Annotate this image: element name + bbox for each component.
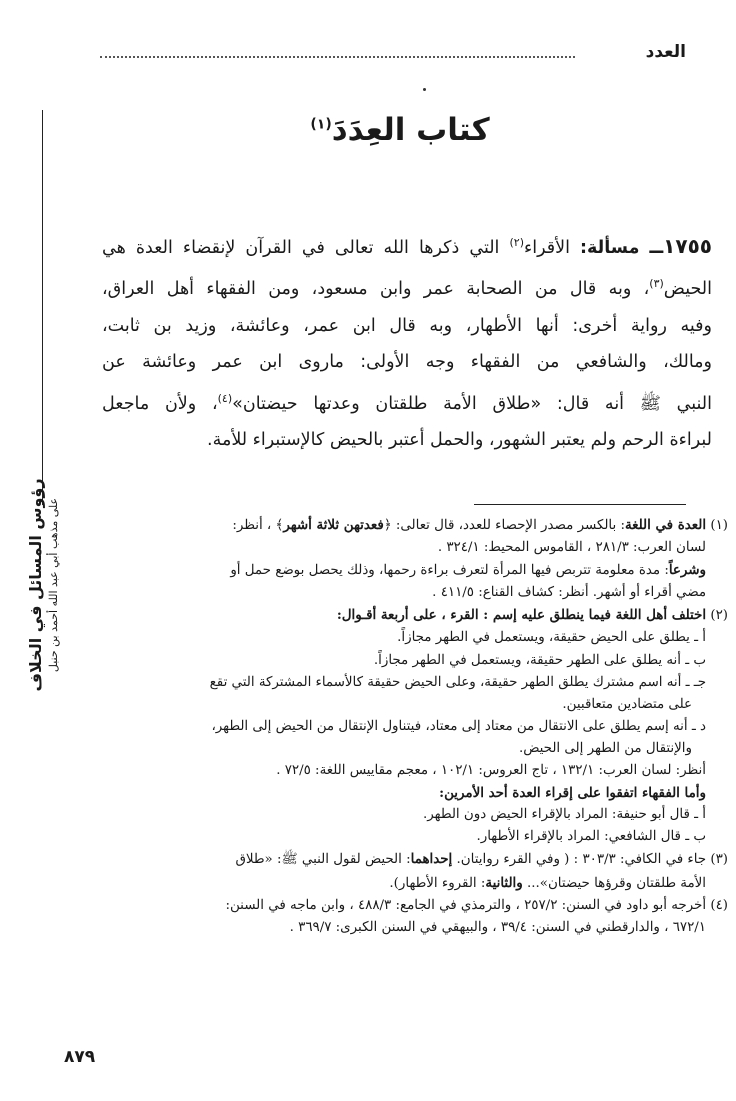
footnote-item: ب ـ قال الشافعي: المراد بالإقراء الأطهار. — [476, 829, 706, 845]
main-line — [102, 308, 712, 345]
header-rule — [100, 56, 575, 58]
footnote-number: (٣) — [710, 852, 728, 868]
footnote-item-cont: على متضادين متعاقبين. — [562, 696, 692, 712]
footnote-item: د ـ أنه إسم يطلق على الانتقال من معتاد إلى معتاد، فيتناول الإنتقال من الحيض إلى الطهر، — [211, 718, 706, 734]
main-text: النبي ﷺ أنه قال: «طلاق الأمة طلقتان وعدتها حيضتان» — [232, 393, 712, 414]
footnote-item: أ ـ قال أبو حنيفة: المراد بالإقراء الحيض دون الطهر. — [423, 807, 706, 823]
footnote-text: جاء في الكافي: ٣٠٣/٣ : ( وفي القرء روايتان. — [452, 852, 707, 868]
footnote-2 — [88, 604, 728, 627]
side-book-title — [8, 470, 78, 700]
footnote-number: (٤) — [710, 897, 728, 913]
footnote-term: العدة في اللغة — [624, 517, 707, 533]
footnote-text-line — [88, 872, 728, 895]
footnote-term: والثانية — [485, 874, 523, 891]
main-text: وفيه رواية أخرى: أنها الأطهار، وبه قال ابن عمر، وعائشة، وزيد بن ثابت، — [102, 315, 712, 336]
main-text: الأقراء — [524, 237, 581, 258]
footnote-item: جـ ـ أنه اسم مشترك يطلق الطهر حقيقة، وعلى الحيض حقيقة كالأسماء المشتركة التي تقع — [209, 674, 706, 690]
masala-label: مسألة: — [580, 237, 640, 258]
footnote-reference: أنظر: لسان العرب: ١٣٢/١ ، تاج العروس: ١٠٢/١ ، معجم مقاييس اللغة: ٧٢/٥ . — [276, 763, 706, 779]
main-line — [102, 344, 712, 381]
footnote-text: : الحيض لقول النبي ﷺ: «طلاق — [235, 852, 411, 868]
main-text: الحيض — [663, 279, 712, 300]
main-line — [102, 422, 712, 459]
footnote-text: أخرجه أبو داود في السنن: ٢٥٧/٢ ، والترمذي في الجامع: ٤٨٨/٣ ، وابن ماجه في السنن: — [225, 897, 707, 913]
side-title-sub: على مذهب أبي عبد الله أحمد بن حنبل — [47, 497, 60, 673]
main-text: التي ذكرها الله تعالى في القرآن لإنقضاء العدة هي — [102, 237, 510, 258]
footnote-text-line: مضي أقراء أو أشهر. أنظر: كشاف القناع: ٤١١/٥ . — [432, 585, 706, 601]
side-title-main: رؤوس المسائل في الخلاف — [26, 478, 45, 692]
footnotes — [88, 514, 728, 939]
footnote-text-line: لسان العرب: ٢٨١/٣ ، القاموس المحيط: ٣٢٤/١ . — [437, 540, 706, 556]
main-line — [102, 225, 712, 266]
footnote-ref: (٣) — [649, 277, 664, 291]
footnote-term: وشرعاً — [668, 562, 706, 579]
main-text: ومالك، والشافعي من الفقهاء وجه الأولى: ماروى ابن عمر وعائشة عن — [102, 352, 712, 373]
quran-quote: فعدتهن ثلاثة أشهر — [283, 517, 384, 533]
chapter-title-text: كتاب العِدَدَ — [331, 112, 490, 148]
footnote-text-line — [88, 559, 728, 582]
running-header: العدد — [645, 42, 686, 62]
footnote-rule — [474, 504, 686, 505]
footnote-3 — [88, 848, 728, 871]
footnote-4 — [88, 895, 728, 917]
footnote-ref: (٤) — [217, 392, 233, 406]
main-line — [102, 266, 712, 307]
footnote-term: إحداهما — [410, 851, 453, 868]
footnote-text: ﴾ ، أنظر: — [232, 518, 284, 533]
footnote-item: ب ـ أنه يطلق على الطهر حقيقة، ويستعمل في الطهر مجازاً. — [373, 652, 706, 668]
header-dot — [423, 88, 426, 91]
main-line — [102, 381, 712, 422]
footnote-number: (٢) — [710, 608, 728, 624]
main-body — [102, 225, 712, 459]
footnote-1 — [88, 514, 728, 537]
footnote-text-line: ٦٧٢/١ ، والدارقطني في السنن: ٣٩/٤ ، والبيهقي في السنن الكبرى: ٣٦٩/٧ . — [289, 919, 706, 935]
masala-number: ١٧٥٥ــ — [649, 233, 712, 258]
main-text: لبراءة الرحم ولم يعتبر الشهور، والحمل أعتبر بالحيض كالإستبراء للأمة. — [207, 430, 712, 451]
chapter-title — [200, 112, 600, 148]
footnote-item: أ ـ يطلق على الحيض حقيقة، ويستعمل في الطهر مجازاً. — [397, 630, 706, 646]
page-number: ٨٧٩ — [64, 1047, 96, 1067]
footnote-text: : بالكسر مصدر الإحصاء للعدد، قال تعالى: ﴿ — [383, 518, 625, 533]
footnote-text: : القروء الأطهار). — [389, 875, 486, 891]
footnote-item-cont: والإنتقال من الطهر إلى الحيض. — [518, 740, 692, 756]
footnote-subheading: وأما الفقهاء اتفقوا على إقراء العدة أحد الأمرين: — [439, 785, 706, 802]
main-text: ، وبه قال من الصحابة عمر وابن مسعود، ومن الفقهاء أهل العراق، — [102, 279, 650, 300]
chapter-footnote-ref: (١) — [310, 116, 332, 133]
side-rule — [42, 110, 43, 505]
footnote-ref: (٢) — [509, 236, 524, 249]
footnote-text: الأمة طلقتان وقرؤها حيضتان»... — [522, 875, 706, 891]
footnote-heading: اختلف أهل اللغة فيما ينطلق عليه إسم : القرء ، على أربعة أقـوال: — [336, 607, 707, 624]
footnote-text: : مدة معلومة تتربص فيها المرأة لتعرف براءة رحمها، وذلك يحصل بوضع حمل أو — [230, 563, 669, 579]
footnote-number: (١) — [710, 518, 728, 533]
main-text: ، ولأن ماجعل — [102, 393, 218, 414]
